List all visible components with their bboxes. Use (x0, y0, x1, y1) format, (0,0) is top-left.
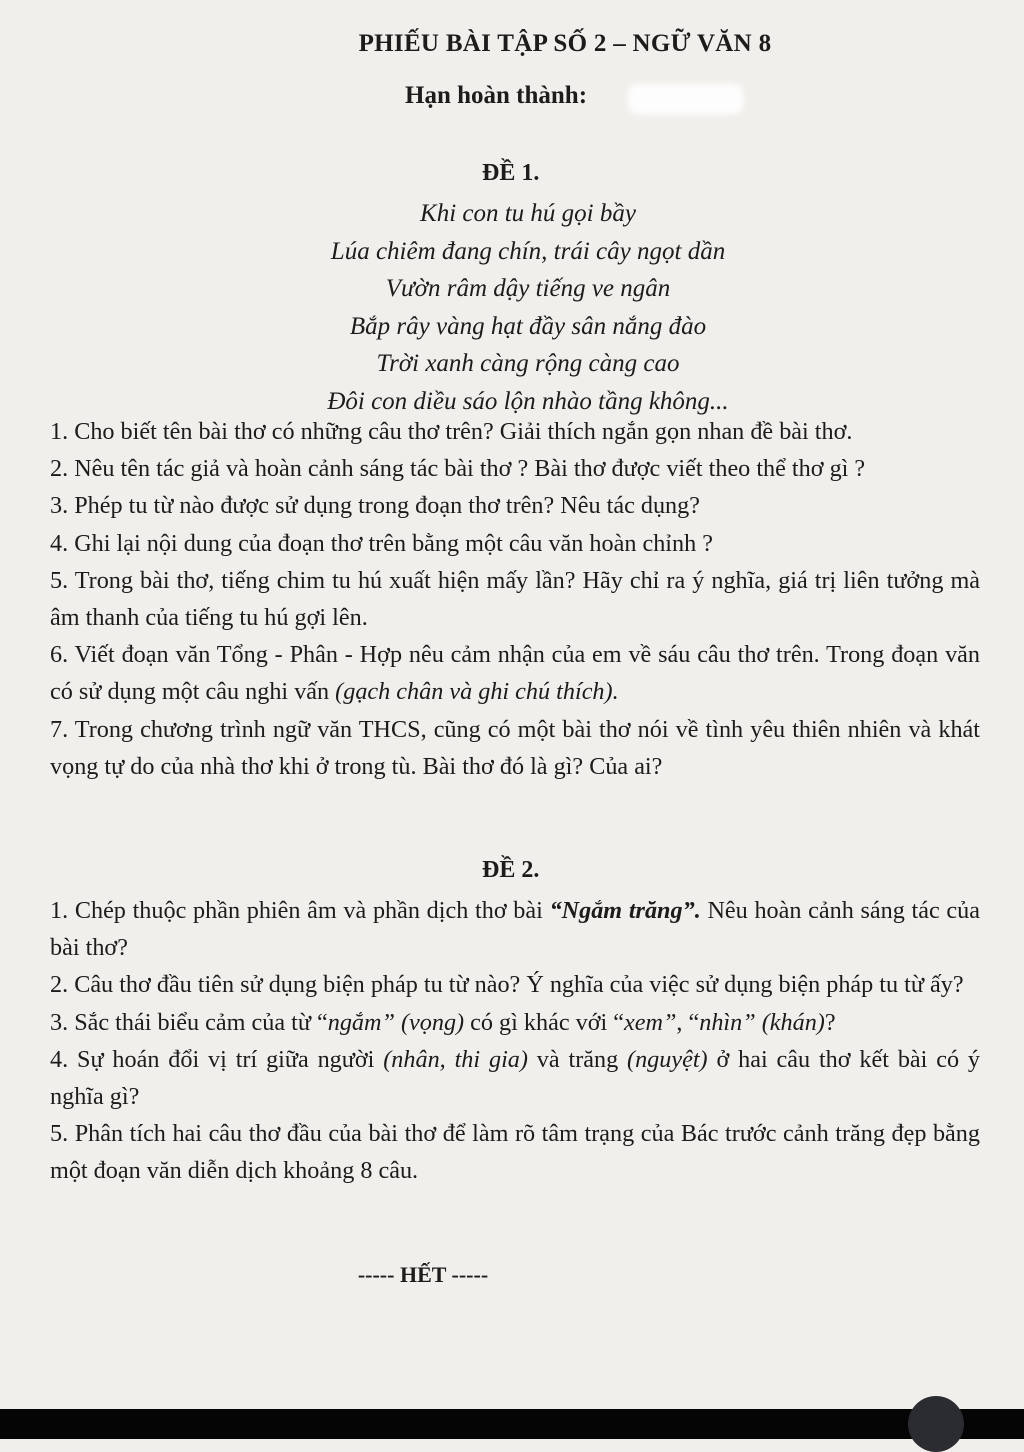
poem-line: Vườn râm dậy tiếng ve ngân (385, 275, 671, 302)
redacted-deadline (628, 84, 743, 114)
de1-question-3: 3. Phép tu từ nào được sử dụng trong đoạn thơ trên? Nêu tác dụng? (50, 492, 700, 520)
de2-question-4 (50, 1041, 980, 1115)
end-marker: ----- HẾT ----- (357, 1262, 489, 1287)
de2-question-5: 5. Phân tích hai câu thơ đầu của bài thơ để làm rõ tâm trạng của Bác trước cảnh trăng đẹp bằng một đoạn văn diễn dịch khoảng 8 câu. (50, 1120, 980, 1185)
term: (nguyệt) (627, 1045, 708, 1073)
bottom-bar (0, 1409, 1024, 1439)
worksheet-title: PHIẾU BÀI TẬP SỐ 2 – NGỮ VĂN 8 (358, 30, 772, 57)
de1-question-1: 1. Cho biết tên bài thơ có những câu thơ trên? Giải thích ngắn gọn nhan đề bài thơ. (50, 418, 853, 445)
deadline-label: Hạn hoàn thành: (405, 82, 588, 109)
question-text: ở hai câu thơ kết bài có ý nghĩa gì? (50, 1045, 980, 1111)
de1-question-4: 4. Ghi lại nội dung của đoạn thơ trên bằng một câu văn hoàn chỉnh ? (50, 529, 713, 557)
de2-question-3 (50, 1004, 980, 1041)
de2-question-2: 2. Câu thơ đầu tiên sử dụng biện pháp tu từ nào? Ý nghĩa của việc sử dụng biện pháp tu từ ấy? (50, 971, 964, 999)
question-text: Nêu hoàn cảnh sáng tác của bài thơ? (50, 897, 980, 962)
poem-line: Đôi con diều sáo lộn nhào tầng không... (327, 387, 729, 415)
de2-heading: ĐỀ 2. (482, 857, 540, 883)
de1-question-5: 5. Trong bài thơ, tiếng chim tu hú xuất hiện mấy lần? Hãy chỉ ra ý nghĩa, giá trị liên tưởng mà âm thanh của tiếng tu hú gợi lên. (50, 566, 980, 632)
poem-line: Trời xanh càng rộng càng cao (376, 350, 680, 377)
de2-questions (50, 892, 980, 1190)
floating-button-icon[interactable] (908, 1396, 964, 1452)
poem-line: Bắp rây vàng hạt đầy sân nắng đào (349, 312, 707, 340)
de1-questions (50, 413, 980, 785)
de1-heading: ĐỀ 1. (482, 160, 540, 186)
question-text: ? (824, 1008, 836, 1036)
de1-question-6 (50, 636, 980, 710)
poem-title: “Ngắm trăng”. (549, 897, 701, 924)
de1-question-7: 7. Trong chương trình ngữ văn THCS, cũng có một bài thơ nói về tình yêu thiên nhiên và khát vọng tự do của nhà thơ khi ở trong tù. Bài thơ đó là gì? Của ai? (50, 715, 980, 780)
question-note: (gạch chân và ghi chú thích). (335, 678, 619, 706)
question-text: 1. Chép thuộc phần phiên âm và phần dịch thơ bài (50, 897, 550, 924)
poem-line: Lúa chiêm đang chín, trái cây ngọt dần (330, 237, 726, 265)
poem (0, 195, 1024, 420)
term: (nhân, thi gia) (383, 1045, 528, 1073)
question-text: 6. Viết đoạn văn Tổng - Phân - Hợp nêu cảm nhận của em về sáu câu thơ trên. Trong đoạn văn có sử dụng một câu nghi vấn (50, 641, 980, 706)
term: ngắm” (vọng) (327, 1008, 465, 1036)
de2-question-1 (50, 892, 980, 966)
question-text: , “ (676, 1008, 700, 1036)
question-text: và trăng (527, 1045, 628, 1073)
question-text: có gì khác với “ (464, 1008, 624, 1036)
question-text: 3. Sắc thái biểu cảm của từ “ (50, 1008, 328, 1036)
de1-question-2: 2. Nêu tên tác giả và hoàn cảnh sáng tác bài thơ ? Bài thơ được viết theo thể thơ gì ? (50, 455, 866, 483)
poem-line: Khi con tu hú gọi bầy (420, 200, 636, 227)
question-text: 4. Sự hoán đổi vị trí giữa người (50, 1045, 384, 1073)
term: xem” (624, 1008, 677, 1036)
term: nhìn” (khán) (699, 1008, 825, 1036)
